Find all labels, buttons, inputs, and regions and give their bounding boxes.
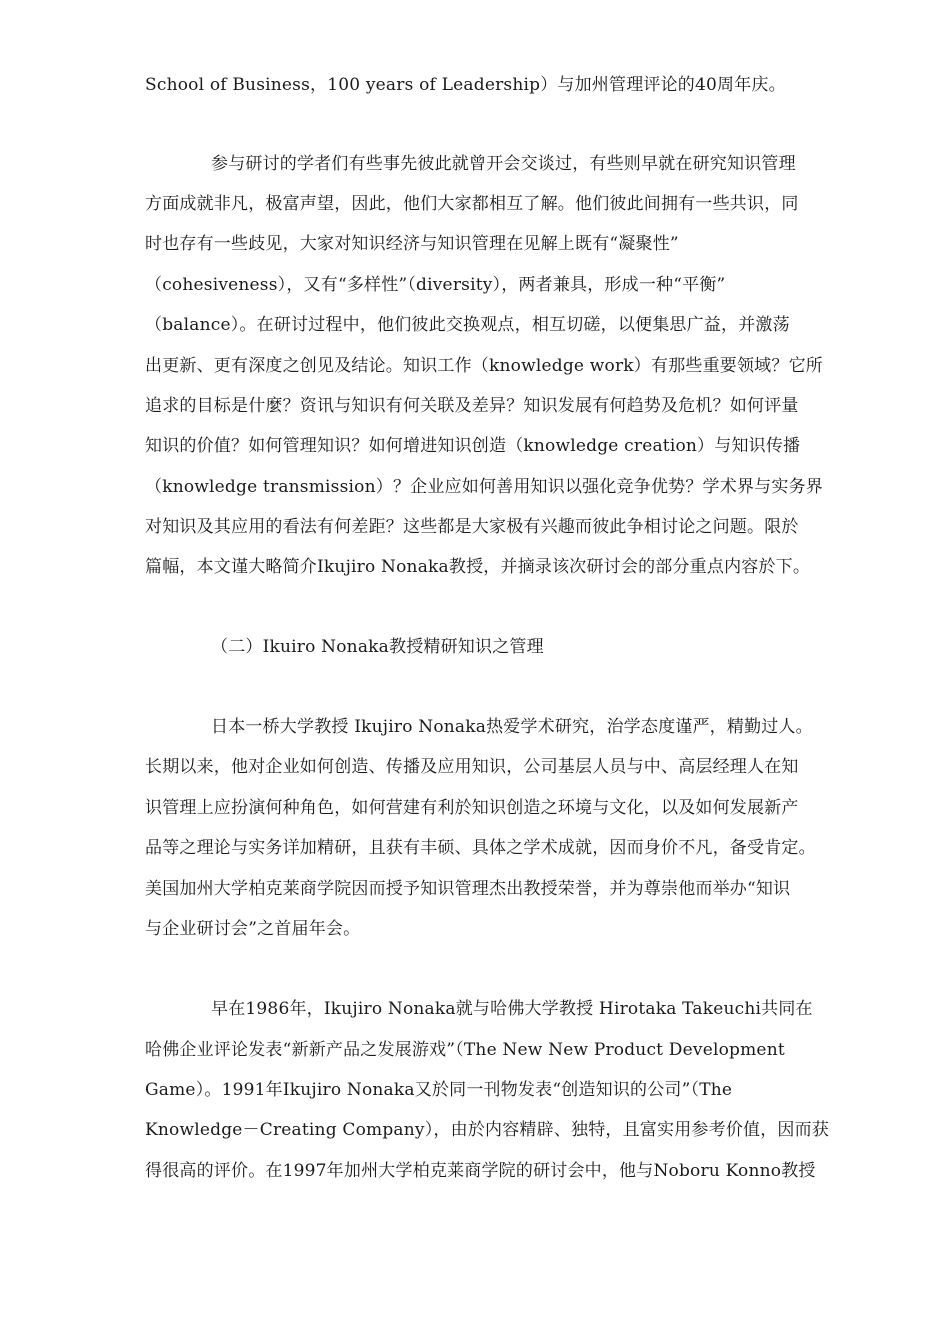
text-line: 识管理上应扮演何种角色，如何营建有利於知识创造之环境与文化，以及如何发展新产 — [145, 798, 799, 818]
text-line: Game）。1991年Ikujiro Nonaka又於同一刊物发表“创造知识的公司”（The — [145, 1080, 733, 1100]
paragraph-first-line: 早在1986年，Ikujiro Nonaka就与哈佛大学教授 Hirotaka Takeuchi共同在 — [211, 999, 813, 1019]
text-line: 知识的价值？如何管理知识？如何增进知识创造（knowledge creation）与知识传播 — [145, 436, 801, 456]
text-line: 篇幅，本文谨大略简介Ikujiro Nonaka教授，并摘录该次研讨会的部分重点内容於下。 — [145, 557, 811, 577]
text-line: （knowledge transmission）？企业应如何善用知识以强化竞争优势？学术界与实务界 — [145, 477, 823, 497]
text-line: 与企业研讨会”之首届年会。 — [145, 919, 361, 939]
text-line: 追求的目标是什麼？资讯与知识有何关联及差异？知识发展有何趋势及危机？如何评量 — [145, 396, 799, 416]
text-line: 出更新、更有深度之创见及结论。知识工作（knowledge work）有那些重要领域？它所 — [145, 356, 823, 376]
text-line: （balance）。在研讨过程中，他们彼此交换观点，相互切磋，以便集思广益，并激荡 — [145, 315, 790, 335]
text-line: 得很高的评价。在1997年加州大学柏克莱商学院的研讨会中，他与Noboru Konno教授 — [145, 1161, 816, 1181]
text-line: 长期以来，他对企业如何创造、传播及应用知识，公司基层人员与中、高层经理人在知 — [145, 757, 799, 777]
text-line: （cohesiveness），又有“多样性”（diversity），两者兼具，形成一种“平衡” — [145, 275, 726, 295]
text-line: 方面成就非凡，极富声望，因此，他们大家都相互了解。他们彼此间拥有一些共识，同 — [145, 194, 799, 214]
text-line: 品等之理论与实务详加精研，且获有丰硕、具体之学术成就，因而身价不凡，备受肯定。 — [145, 838, 816, 858]
text-line: 哈佛企业评论发表“新新产品之发展游戏”（The New New Product Development — [145, 1040, 785, 1060]
section-heading: （二）Ikuiro Nonaka教授精研知识之管理 — [211, 637, 544, 657]
text-line: 对知识及其应用的看法有何差距？这些都是大家极有兴趣而彼此争相讨论之问题。限於 — [145, 517, 799, 537]
text-line: 美国加州大学柏克莱商学院因而授予知识管理杰出教授荣誉，并为尊崇他而举办“知识 — [145, 879, 791, 899]
text-line: Knowledge－Creating Company），由於内容精辟、独特，且富实用参考价值，因而获 — [145, 1120, 830, 1140]
text-line: 时也存有一些歧见，大家对知识经济与知识管理在见解上既有“凝聚性” — [145, 234, 679, 254]
paragraph-first-line: 日本一桥大学教授 Ikujiro Nonaka热爱学术研究，治学态度谨严，精勤过人。 — [211, 717, 813, 737]
text-line: School of Business，100 years of Leadership）与加州管理评论的40周年庆。 — [145, 75, 786, 95]
paragraph-first-line: 参与研讨的学者们有些事先彼此就曾开会交谈过，有些则早就在研究知识管理 — [211, 154, 796, 174]
